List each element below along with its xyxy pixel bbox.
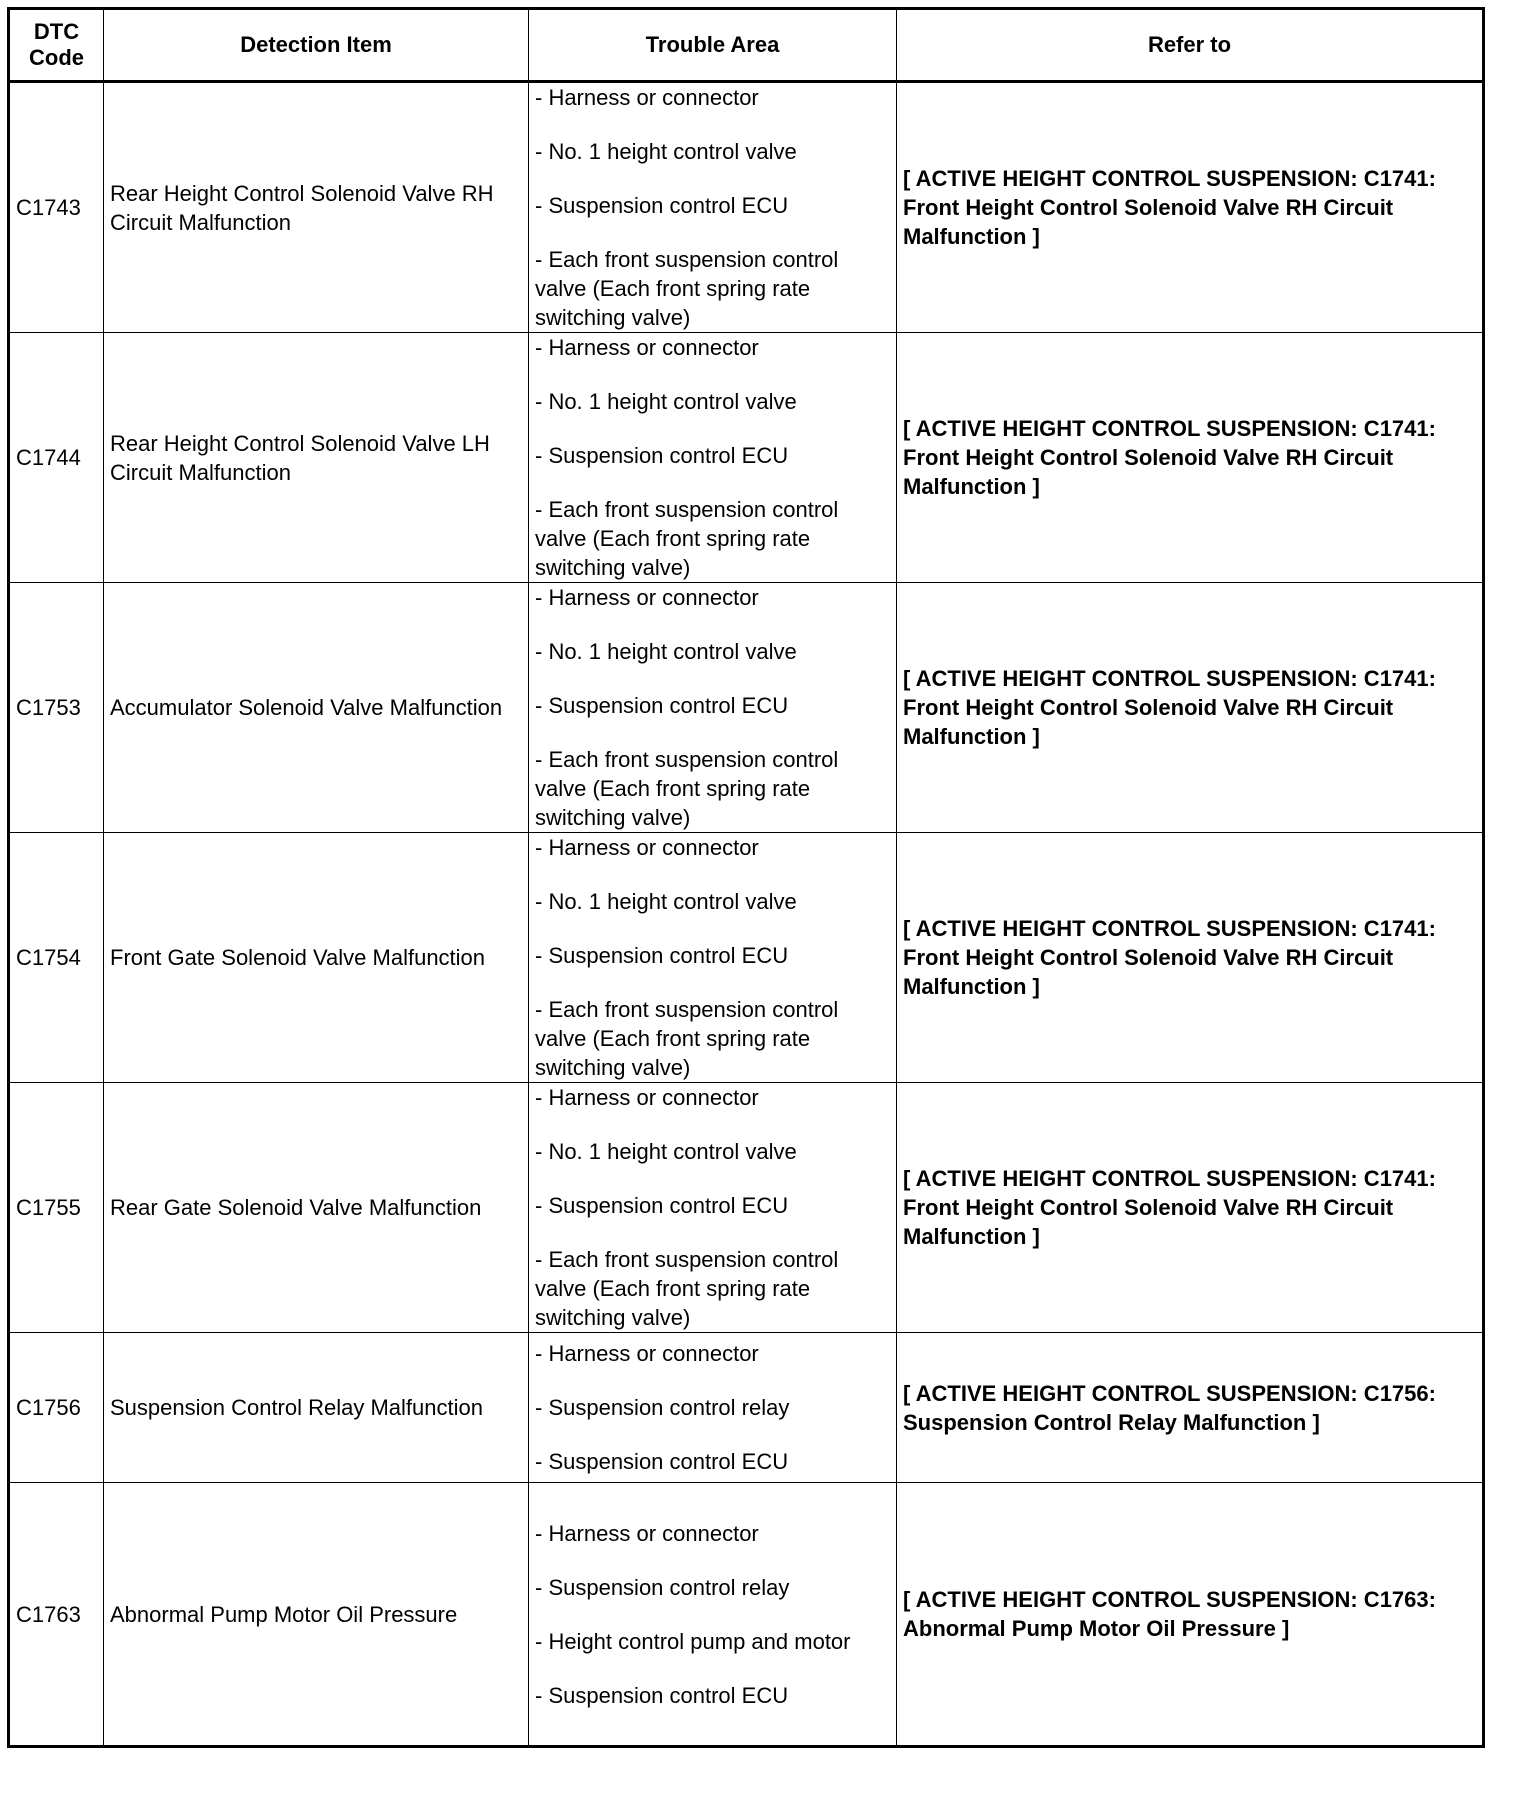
refer-to-link[interactable]: [ ACTIVE HEIGHT CONTROL SUSPENSION: C1756: Suspension Control Relay Malfunction ] (897, 1333, 1484, 1483)
header-code-line1: DTC (33, 19, 80, 44)
trouble-area-entry: - Harness or connector (535, 85, 759, 110)
table-row (9, 833, 1484, 1083)
dtc-code-cell: C1754 (9, 833, 104, 1083)
dtc-code-cell: C1753 (9, 583, 104, 833)
trouble-area-entry: - No. 1 height control valve (535, 639, 797, 664)
trouble-area-cell (529, 1483, 897, 1747)
trouble-area-entry: - Harness or connector (535, 335, 759, 360)
dtc-table (7, 7, 1485, 1748)
trouble-area-entry: - No. 1 height control valve (535, 1139, 797, 1164)
header-row (9, 9, 1484, 82)
trouble-area-cell (529, 1083, 897, 1333)
trouble-area-entry: - Each front suspension control valve (Each front spring rate switching valve) (535, 1247, 839, 1330)
trouble-area-entry: - Each front suspension control valve (Each front spring rate switching valve) (535, 997, 839, 1080)
detection-item-cell: Abnormal Pump Motor Oil Pressure (104, 1483, 529, 1747)
header-refer-to: Refer to (897, 9, 1484, 82)
dtc-code-cell: C1755 (9, 1083, 104, 1333)
dtc-code-cell: C1744 (9, 333, 104, 583)
trouble-area-cell (529, 583, 897, 833)
trouble-area-entry: - Suspension control relay (535, 1395, 790, 1420)
dtc-code-cell: C1743 (9, 82, 104, 333)
trouble-area-entry: - Suspension control ECU (535, 1682, 789, 1708)
trouble-area-entry: - Each front suspension control valve (Each front spring rate switching valve) (535, 747, 839, 830)
detection-item-cell: Rear Height Control Solenoid Valve RH Circuit Malfunction (104, 82, 529, 333)
trouble-area-cell (529, 833, 897, 1083)
trouble-area-entry: - No. 1 height control valve (535, 389, 797, 414)
detection-item-cell: Suspension Control Relay Malfunction (104, 1333, 529, 1483)
trouble-area-entry: - Suspension control ECU (535, 1449, 789, 1474)
trouble-area-entry: - No. 1 height control valve (535, 139, 797, 164)
trouble-area-entry: - Harness or connector (535, 835, 759, 860)
trouble-area-entry: - Suspension control ECU (535, 443, 789, 468)
trouble-area-cell (529, 1333, 897, 1483)
trouble-area-entry: - Suspension control ECU (535, 1193, 789, 1218)
trouble-area-entry: - Suspension control relay (535, 1574, 790, 1600)
trouble-area-entry: - Each front suspension control valve (Each front spring rate switching valve) (535, 497, 839, 580)
refer-to-link[interactable]: [ ACTIVE HEIGHT CONTROL SUSPENSION: C1763: Abnormal Pump Motor Oil Pressure ] (897, 1483, 1484, 1747)
dtc-code-cell: C1763 (9, 1483, 104, 1747)
trouble-area-cell (529, 82, 897, 333)
trouble-area-entry: - Suspension control ECU (535, 193, 789, 218)
refer-to-link[interactable]: [ ACTIVE HEIGHT CONTROL SUSPENSION: C1741: Front Height Control Solenoid Valve RH Circuit Malfunction ] (897, 82, 1484, 333)
dtc-code-cell: C1756 (9, 1333, 104, 1483)
refer-to-link[interactable]: [ ACTIVE HEIGHT CONTROL SUSPENSION: C1741: Front Height Control Solenoid Valve RH Circuit Malfunction ] (897, 833, 1484, 1083)
table-row (9, 1483, 1484, 1747)
table-row (9, 1083, 1484, 1333)
header-dtc-code (9, 9, 104, 82)
trouble-area-entry: - Suspension control ECU (535, 693, 789, 718)
table-row (9, 82, 1484, 333)
trouble-area-entry: - Each front suspension control valve (Each front spring rate switching valve) (535, 247, 839, 330)
refer-to-link[interactable]: [ ACTIVE HEIGHT CONTROL SUSPENSION: C1741: Front Height Control Solenoid Valve RH Circuit Malfunction ] (897, 333, 1484, 583)
detection-item-cell: Accumulator Solenoid Valve Malfunction (104, 583, 529, 833)
trouble-area-entry: - Harness or connector (535, 1085, 759, 1110)
table-row (9, 1333, 1484, 1483)
refer-to-link[interactable]: [ ACTIVE HEIGHT CONTROL SUSPENSION: C1741: Front Height Control Solenoid Valve RH Circuit Malfunction ] (897, 583, 1484, 833)
table-row (9, 583, 1484, 833)
table-row (9, 333, 1484, 583)
trouble-area-entry: - No. 1 height control valve (535, 889, 797, 914)
trouble-area-entry: - Suspension control ECU (535, 943, 789, 968)
trouble-area-cell (529, 333, 897, 583)
header-code-line2: Code (29, 45, 84, 70)
trouble-area-entry: - Height control pump and motor (535, 1628, 851, 1654)
trouble-area-entry: - Harness or connector (535, 1520, 759, 1546)
refer-to-link[interactable]: [ ACTIVE HEIGHT CONTROL SUSPENSION: C1741: Front Height Control Solenoid Valve RH Circuit Malfunction ] (897, 1083, 1484, 1333)
trouble-area-entry: - Harness or connector (535, 585, 759, 610)
detection-item-cell: Rear Gate Solenoid Valve Malfunction (104, 1083, 529, 1333)
detection-item-cell: Rear Height Control Solenoid Valve LH Circuit Malfunction (104, 333, 529, 583)
trouble-area-entry: - Harness or connector (535, 1341, 759, 1366)
header-detection-item: Detection Item (104, 9, 529, 82)
header-trouble-area: Trouble Area (529, 9, 897, 82)
detection-item-cell: Front Gate Solenoid Valve Malfunction (104, 833, 529, 1083)
